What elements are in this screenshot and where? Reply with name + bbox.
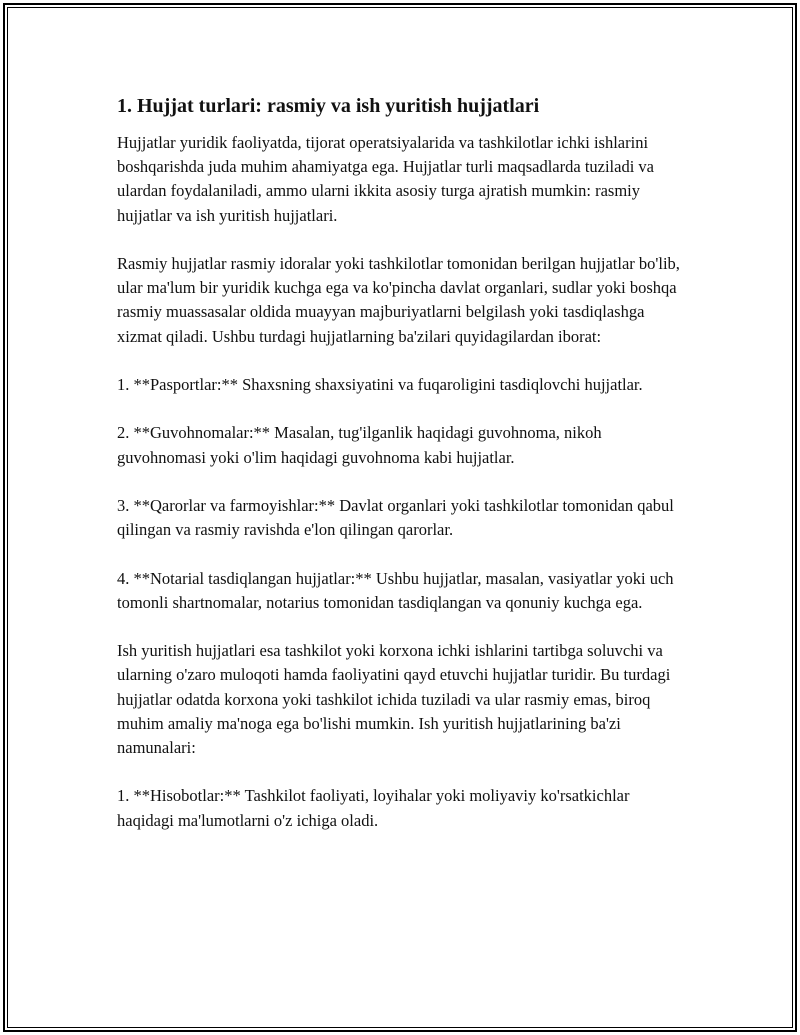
- list-item-passports: 1. **Pasportlar:** Shaxsning shaxsiyatini va fuqaroligini tasdiqlovchi hujjatlar.: [117, 375, 643, 394]
- business-documents-paragraph: Ish yuritish hujjatlari esa tashkilot yoki korxona ichki ishlarini tartibga soluvchi va ularning o'zaro muloqoti hamda faoliyatini qayd etuvchi hujjatlar turidir. Bu turdagi hujjatlar odatda korxona yoki tashkilot ichida tuziladi va ular rasmiy emas, biroq muhim amaliy ma'noga ega bo'lishi mumkin. Ish yuritish hujjatlarining ba'zi namunalari:: [117, 641, 675, 757]
- list-item-reports: 1. **Hisobotlar:** Tashkilot faoliyati, loyihalar yoki moliyaviy ko'rsatkichlar haqidagi ma'lumotlarni o'z ichiga oladi.: [117, 786, 634, 830]
- intro-paragraph: Hujjatlar yuridik faoliyatda, tijorat operatsiyalarida va tashkilotlar ichki ishlarini boshqarishda juda muhim ahamiyatga ega. Hujjatlar turli maqsadlarda tuziladi va ulardan foydalaniladi, ammo ularni ikkita asosiy turga ajratish mumkin: rasmiy hujjatlar va ish yuritish hujjatlari.: [117, 133, 659, 225]
- official-documents-paragraph: Rasmiy hujjatlar rasmiy idoralar yoki tashkilotlar tomonidan berilgan hujjatlar bo'lib, ular ma'lum bir yuridik kuchga ega va ko'pincha davlat organlari, sudlar yoki boshqa rasmiy muassasalar oldida muayyan majburiyatlarni belgilash yoki tasdiqlashga xizmat qiladi. Ushbu turdagi hujjatlarning ba'zilari quyidagilardan iborat:: [117, 254, 685, 346]
- list-item-decisions: 3. **Qarorlar va farmoyishlar:** Davlat organlari yoki tashkilotlar tomonidan qabul qilingan va rasmiy ravishda e'lon qilingan qarorlar.: [117, 495, 679, 540]
- list-item-certificates: 2. **Guvohnomalar:** Masalan, tug'ilganlik haqidagi guvohnoma, nikoh guvohnomasi yoki o'lim haqidagi guvohnoma kabi hujjatlar.: [117, 423, 606, 467]
- list-item-notarized: 4. **Notarial tasdiqlangan hujjatlar:** Ushbu hujjatlar, masalan, vasiyatlar yoki uch tomonli shartnomalar, notarius tomonidan tasdiqlangan va qonuniy kuchga ega.: [117, 568, 678, 612]
- document-title: 1. Hujjat turlari: rasmiy va ish yuritish hujjatlari: [117, 95, 540, 117]
- document-body: [117, 93, 687, 857]
